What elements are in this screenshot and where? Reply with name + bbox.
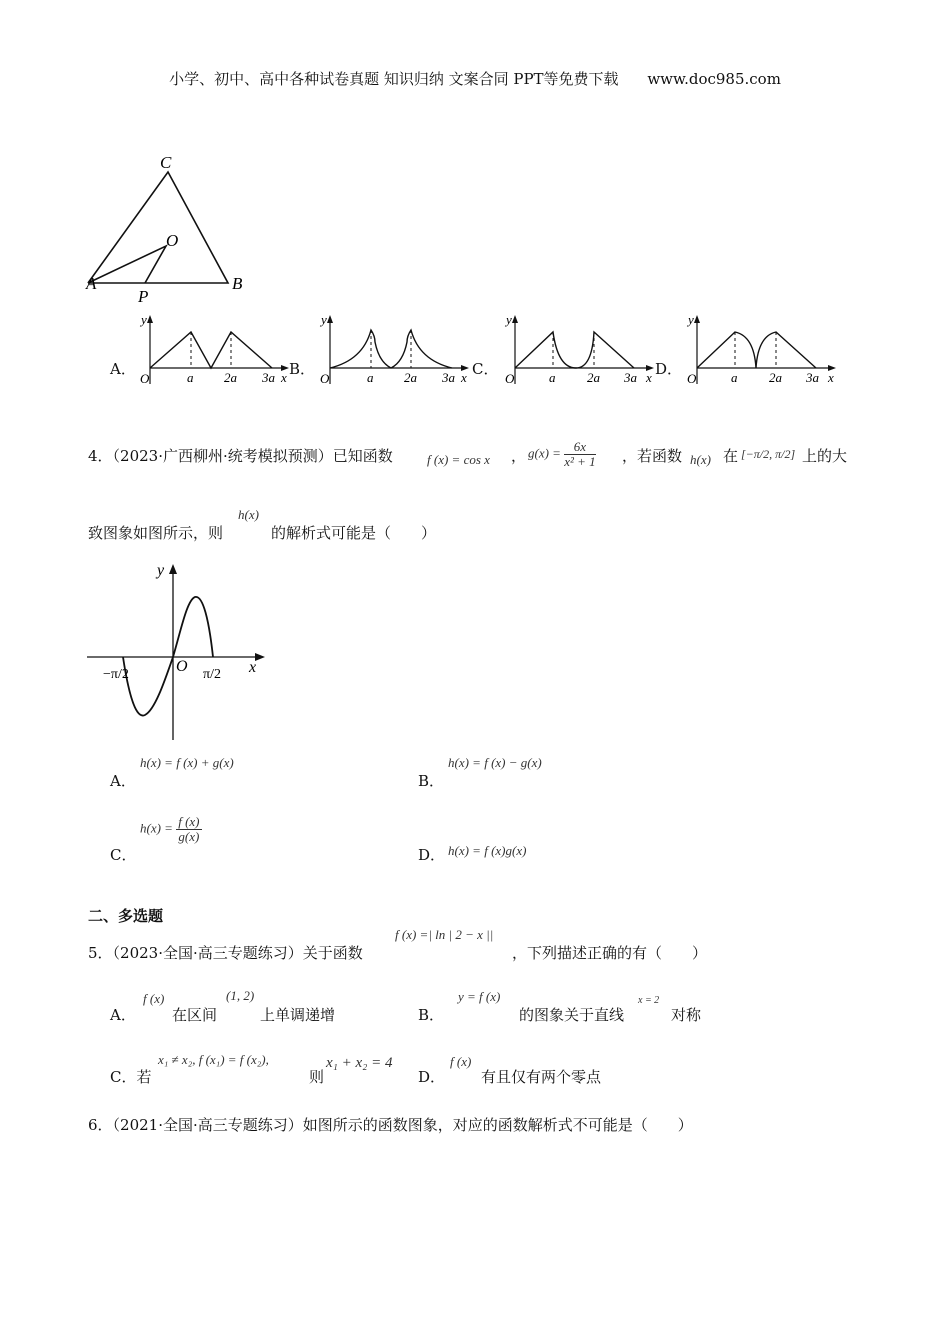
q5-option-c-cond: x₁ ≠ x₂, f (x₁) = f (x₂), xyxy=(158,1052,269,1067)
q4-y-label: y xyxy=(157,562,165,579)
q5-func: f (x) =| ln | 2 − x || xyxy=(395,927,494,942)
tick-2a: 2a xyxy=(404,370,417,385)
q5-option-a-f: f (x) xyxy=(143,991,165,1006)
origin-label: O xyxy=(140,371,150,386)
tick-3a: 3a xyxy=(262,370,275,385)
label-c: C xyxy=(160,153,172,172)
q5-option-a-t1: 在区间 xyxy=(172,1006,218,1024)
q4-text3: 在 xyxy=(723,447,739,465)
header-url[interactable]: www.doc985.com xyxy=(647,70,781,88)
label-a: A xyxy=(86,274,97,293)
q6-text: （2021·全国·高三专题练习）如图所示的函数图象，对应的函数解析式不可能是（ ） xyxy=(112,1116,693,1134)
q4-option-d-expr: h(x) = f (x)g(x) xyxy=(448,843,527,858)
q4-number: 4． xyxy=(88,447,113,465)
q3-option-a-label[interactable]: A． xyxy=(110,360,136,378)
q5-option-c-t1: 则 xyxy=(309,1068,325,1086)
q4-g-denominator: x² + 1 xyxy=(564,454,596,469)
tick-a: a xyxy=(187,370,194,385)
q4-option-c-expr xyxy=(140,815,202,844)
q5-option-a-t2: 上单调递增 xyxy=(260,1006,336,1024)
q4-sep1: ， xyxy=(511,447,527,465)
q4-option-c-fraction xyxy=(176,815,201,844)
tick-3a: 3a xyxy=(806,370,819,385)
tick-3a: 3a xyxy=(624,370,637,385)
q4-pos-tick: π/2 xyxy=(203,667,221,682)
triangle-figure xyxy=(80,150,260,305)
y-axis-label: y xyxy=(141,312,147,327)
q5-option-d-label[interactable]: D． xyxy=(418,1068,446,1086)
q4-g-fraction xyxy=(564,440,595,469)
tick-a: a xyxy=(367,370,374,385)
q4-option-b-label[interactable]: B． xyxy=(418,772,445,790)
q4-option-c-numerator: f (x) xyxy=(178,814,200,829)
q4-option-c-label[interactable]: C． xyxy=(110,846,137,864)
q5-option-d-t1: 有且仅有两个零点 xyxy=(481,1068,602,1086)
q5-option-b-t1: 的图象关于直线 xyxy=(519,1006,625,1024)
q4-text4: 上的大 xyxy=(802,447,848,465)
tick-2a: 2a xyxy=(224,370,237,385)
q6-line xyxy=(88,1114,693,1135)
q3-graph-a xyxy=(135,312,295,390)
label-b: B xyxy=(232,274,243,293)
section-title: 二、多选题 xyxy=(88,907,164,925)
tick-3a: 3a xyxy=(442,370,455,385)
q3-graph-c xyxy=(500,312,660,390)
q6-number: 6． xyxy=(88,1116,113,1134)
origin-label: O xyxy=(505,371,515,386)
q4-line2-a: 致图象如图所示，则 xyxy=(88,524,224,542)
header-text: 小学、初中、高中各种试卷真题 知识归纳 文案合同 PPT等免费下载 xyxy=(169,70,619,88)
q5-option-b-label[interactable]: B． xyxy=(418,1006,445,1024)
q5-option-c-concl: x₁ + x₂ = 4 xyxy=(326,1055,393,1071)
q4-option-c-lhs: h(x) = xyxy=(140,820,173,836)
q4-line2-b: 的解析式可能是（ ） xyxy=(271,524,437,542)
q5-option-d-f: f (x) xyxy=(450,1054,472,1069)
q5-option-b-line: x = 2 xyxy=(638,995,660,1006)
label-o: O xyxy=(166,231,179,250)
q4-g-def xyxy=(528,440,596,469)
x-axis-label: x xyxy=(281,370,287,385)
q3-graph-d xyxy=(682,312,842,390)
q4-option-c-denominator: g(x) xyxy=(178,829,200,844)
q3-option-b-label[interactable]: B． xyxy=(289,360,316,378)
q4-h: h(x) xyxy=(690,452,711,467)
q4-graph xyxy=(85,560,275,745)
q4-option-a-label[interactable]: A． xyxy=(110,772,136,790)
x-axis-label: x xyxy=(828,370,834,385)
tick-2a: 2a xyxy=(587,370,600,385)
q5-number: 5． xyxy=(88,944,113,962)
q4-text2: ，若函数 xyxy=(622,447,683,465)
y-axis-label: y xyxy=(321,312,327,327)
y-axis-label: y xyxy=(688,312,694,327)
q4-option-d-label[interactable]: D． xyxy=(418,846,446,864)
page-header xyxy=(0,68,950,89)
origin-label: O xyxy=(320,371,330,386)
q5-option-a-interval: (1, 2) xyxy=(226,988,255,1003)
q5-option-a-label[interactable]: A． xyxy=(110,1006,136,1024)
q5-option-c-label[interactable]: C．若 xyxy=(110,1068,152,1086)
q4-f-def: f (x) = cos x xyxy=(427,452,490,467)
q5-line xyxy=(88,942,363,963)
q5-option-b-expr: y = f (x) xyxy=(458,989,501,1004)
q5-option-b-t2: 对称 xyxy=(671,1006,702,1024)
tick-a: a xyxy=(731,370,738,385)
q4-line2-h: h(x) xyxy=(238,507,259,522)
q4-interval: [−π/2, π/2] xyxy=(741,447,796,461)
q5-text-a: （2023·全国·高三专题练习）关于函数 xyxy=(112,944,363,962)
label-p: P xyxy=(138,287,149,305)
x-axis-label: x xyxy=(646,370,652,385)
q4-g-lhs: g(x) = xyxy=(528,445,561,461)
q4-source: （2023·广西柳州·统考模拟预测）已知函数 xyxy=(112,447,393,465)
q4-origin-label: O xyxy=(176,658,188,675)
q4-line1 xyxy=(88,445,393,466)
tick-a: a xyxy=(549,370,556,385)
tick-2a: 2a xyxy=(769,370,782,385)
y-axis-label: y xyxy=(506,312,512,327)
q5-text-b: ，下列描述正确的有（ ） xyxy=(512,944,708,962)
q4-option-a-expr: h(x) = f (x) + g(x) xyxy=(140,755,234,770)
q4-option-b-expr: h(x) = f (x) − g(x) xyxy=(448,755,542,770)
q3-graph-b xyxy=(315,312,475,390)
q4-neg-tick: −π/2 xyxy=(103,667,129,682)
q4-g-numerator: 6x xyxy=(564,440,595,455)
origin-label: O xyxy=(687,371,697,386)
q4-x-label: x xyxy=(249,659,257,676)
q3-option-d-label[interactable]: D． xyxy=(655,360,683,378)
q3-option-c-label[interactable]: C． xyxy=(472,360,499,378)
x-axis-label: x xyxy=(461,370,467,385)
